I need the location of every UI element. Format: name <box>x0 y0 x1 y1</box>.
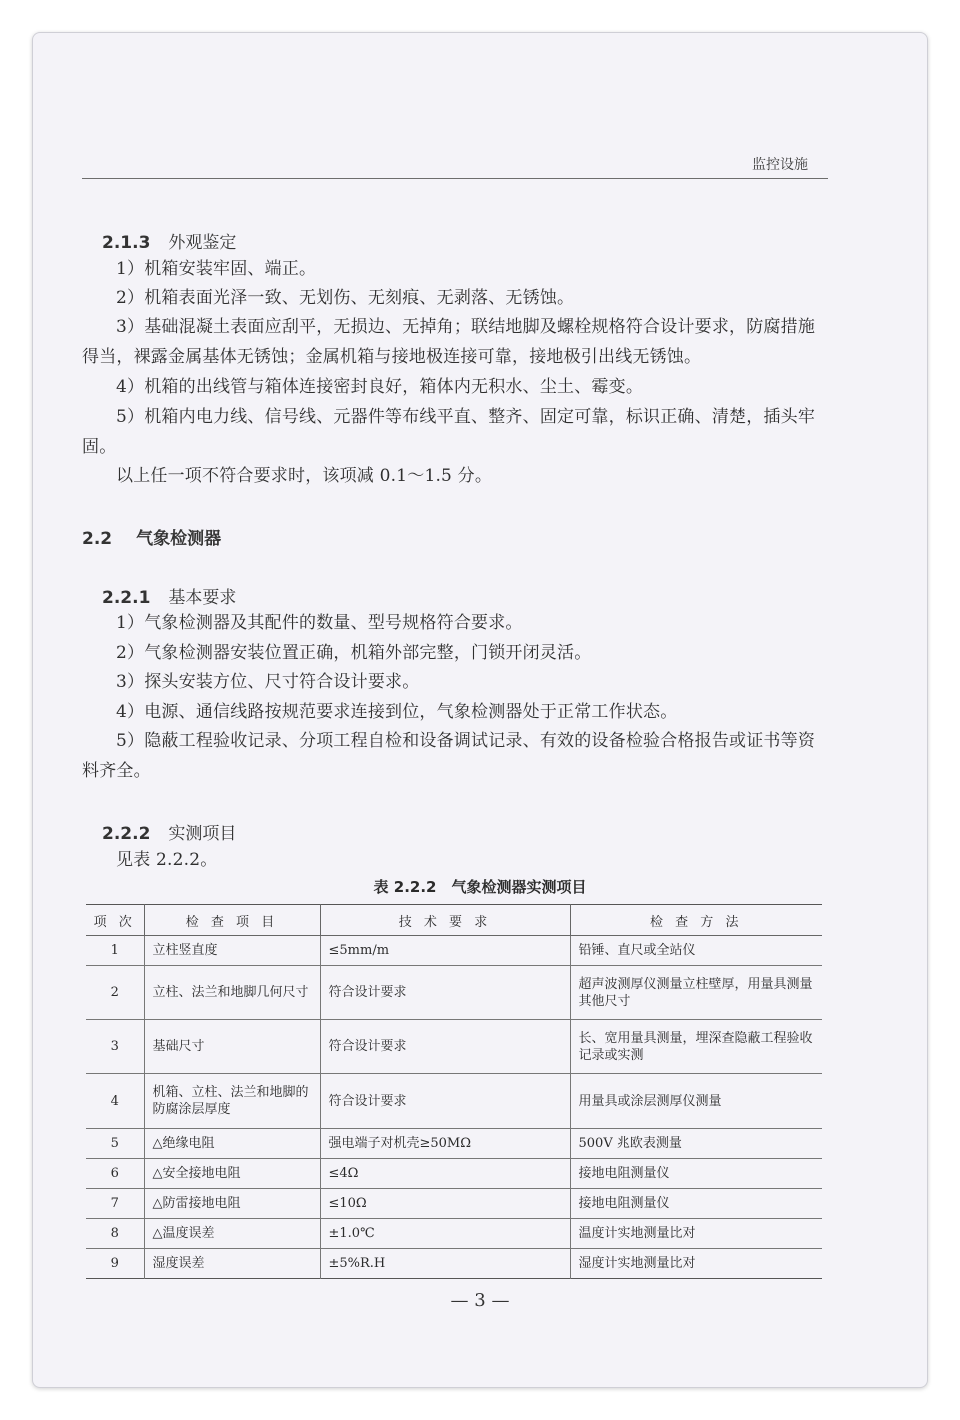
list-item: 3）基础混凝土表面应刮平，无损边、无掉角；联结地脚及螺栓规格符合设计要求，防腐措施得当，裸露金属基体无锈蚀；金属机箱与接地极连接可靠，接地极引出线无锈蚀。 <box>82 317 816 367</box>
table-row <box>86 1219 822 1249</box>
row-number: 8 <box>86 1219 144 1249</box>
section-number: 2.1.3 <box>102 233 151 253</box>
check-method: 温度计实地测量比对 <box>570 1219 822 1249</box>
check-method: 湿度计实地测量比对 <box>570 1249 822 1279</box>
section-title: 外观鉴定 <box>168 233 237 253</box>
running-header-title: 监控设施 <box>752 157 808 173</box>
section-title: 基本要求 <box>168 588 237 608</box>
table-reference: 见表 2.2.2。 <box>116 850 218 870</box>
section-number: 2.2.2 <box>102 824 151 844</box>
table-row <box>86 1189 822 1219</box>
column-header: 检 查 项 目 <box>144 905 320 936</box>
section-title: 气象检测器 <box>136 529 222 549</box>
check-item: △安全接地电阻 <box>144 1159 320 1189</box>
section-2-1-3-heading <box>102 228 236 253</box>
requirement: ≤10Ω <box>320 1189 570 1219</box>
check-method: 接地电阻测量仪 <box>570 1159 822 1189</box>
requirement: ±1.0℃ <box>320 1219 570 1249</box>
check-method: 超声波测厚仪测量立柱壁厚，用量具测量其他尺寸 <box>570 966 822 1020</box>
requirement: ≤5mm/m <box>320 936 570 966</box>
requirement: 符合设计要求 <box>320 1074 570 1129</box>
section-number: 2.2.1 <box>102 588 151 608</box>
requirement: 符合设计要求 <box>320 966 570 1020</box>
section-title: 实测项目 <box>168 824 237 844</box>
list-item: 4）电源、通信线路按规范要求连接到位，气象检测器处于正常工作状态。 <box>116 702 678 722</box>
table-row <box>86 1159 822 1189</box>
check-item: △防雷接地电阻 <box>144 1189 320 1219</box>
check-item: △绝缘电阻 <box>144 1129 320 1159</box>
table-row <box>86 1074 822 1129</box>
table-row <box>86 1129 822 1159</box>
requirement: 强电端子对机壳≥50MΩ <box>320 1129 570 1159</box>
list-item: 2）气象检测器安装位置正确，机箱外部完整，门锁开闭灵活。 <box>116 643 592 663</box>
header-rule <box>82 178 828 179</box>
list-item: 1）气象检测器及其配件的数量、型号规格符合要求。 <box>116 613 523 633</box>
check-method: 用量具或涂层测厚仪测量 <box>570 1074 822 1129</box>
requirement: 符合设计要求 <box>320 1020 570 1074</box>
table-header-row <box>86 905 822 936</box>
section-2-2-1-heading <box>102 583 236 608</box>
table-row <box>86 1020 822 1074</box>
row-number: 9 <box>86 1249 144 1279</box>
requirement: ±5%R.H <box>320 1249 570 1279</box>
section-number: 2.2 <box>82 529 113 549</box>
row-number: 1 <box>86 936 144 966</box>
column-header: 检 查 方 法 <box>570 905 822 936</box>
check-item: 湿度误差 <box>144 1249 320 1279</box>
deduction-note: 以上任一项不符合要求时，该项减 0.1～1.5 分。 <box>116 466 493 486</box>
measurement-table <box>86 904 822 1279</box>
table-caption: 表 2.2.2 气象检测器实测项目 <box>373 878 587 896</box>
check-method: 接地电阻测量仪 <box>570 1189 822 1219</box>
row-number: 7 <box>86 1189 144 1219</box>
check-method: 500V 兆欧表测量 <box>570 1129 822 1159</box>
check-item: 基础尺寸 <box>144 1020 320 1074</box>
list-item: 3）探头安装方位、尺寸符合设计要求。 <box>116 672 420 692</box>
check-item: 机箱、立柱、法兰和地脚的防腐涂层厚度 <box>144 1074 320 1129</box>
list-item: 2）机箱表面光泽一致、无划伤、无刻痕、无剥落、无锈蚀。 <box>116 288 575 308</box>
check-item: 立柱竖直度 <box>144 936 320 966</box>
list-item: 4）机箱的出线管与箱体连接密封良好，箱体内无积水、尘土、霉变。 <box>116 377 644 397</box>
row-number: 5 <box>86 1129 144 1159</box>
table-row <box>86 936 822 966</box>
check-method: 铅锤、直尺或全站仪 <box>570 936 822 966</box>
check-item: 立柱、法兰和地脚几何尺寸 <box>144 966 320 1020</box>
check-item: △温度误差 <box>144 1219 320 1249</box>
row-number: 6 <box>86 1159 144 1189</box>
section-2-2-2-heading <box>102 819 236 844</box>
table-row <box>86 1249 822 1279</box>
list-item: 1）机箱安装牢固、端正。 <box>116 259 317 279</box>
table-row <box>86 966 822 1020</box>
row-number: 3 <box>86 1020 144 1074</box>
column-header: 项 次 <box>86 905 144 936</box>
row-number: 4 <box>86 1074 144 1129</box>
column-header: 技 术 要 求 <box>320 905 570 936</box>
row-number: 2 <box>86 966 144 1020</box>
requirement: ≤4Ω <box>320 1159 570 1189</box>
check-method: 长、宽用量具测量，埋深查隐蔽工程验收记录或实测 <box>570 1020 822 1074</box>
page-number: — 3 — <box>450 1290 510 1311</box>
section-2-2-heading <box>82 524 221 549</box>
list-item: 5）隐蔽工程验收记录、分项工程自检和设备调试记录、有效的设备检验合格报告或证书等资料齐全。 <box>82 731 816 781</box>
list-item: 5）机箱内电力线、信号线、元器件等布线平直、整齐、固定可靠，标识正确、清楚，插头牢固。 <box>82 407 816 457</box>
